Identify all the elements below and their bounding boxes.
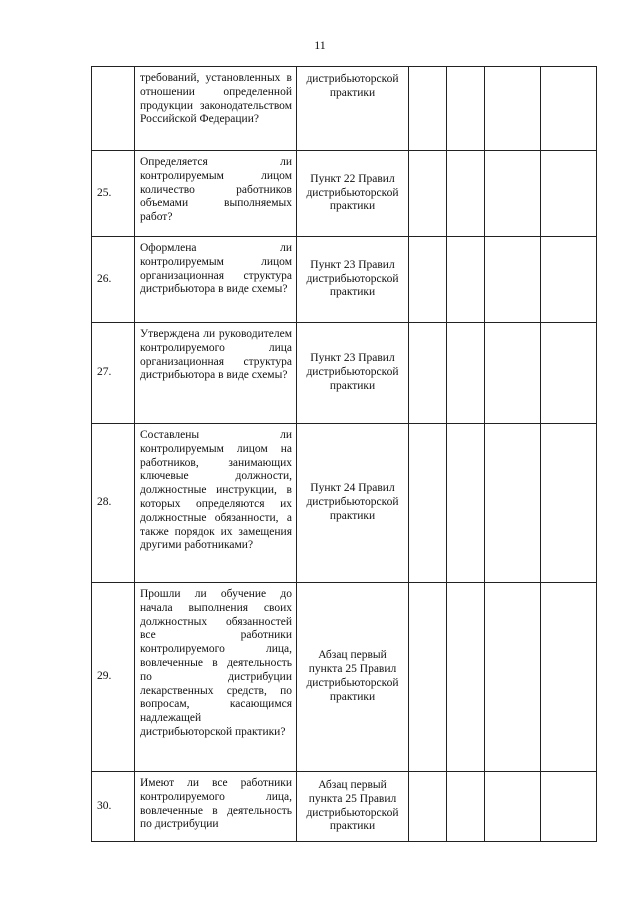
legal-basis: дистрибьюторской практики [297,67,409,151]
answer-cell [541,67,597,151]
table-row [92,151,597,237]
answer-cell [409,583,447,772]
question-text: Имеют ли все работники контролируемого лица, вовлеченные в деятельность по дистрибуции [135,772,297,842]
row-number: 28. [92,424,135,583]
table-row [92,772,597,842]
question-text: Составлены ли контролируемым лицом на работников, занимающих ключевые должности, должностные инструкции, в которых определяются их должностные обязанности, а также порядок их замещения другими работниками? [135,424,297,583]
question-text: Оформлена ли контролируемым лицом организационная структура дистрибьютора в виде схемы? [135,237,297,323]
answer-cell [541,151,597,237]
answer-cell [447,67,485,151]
row-number: 27. [92,323,135,424]
answer-cell [485,323,541,424]
question-text: требований, установленных в отношении определенной продукции законодательством Российской Федерации? [135,67,297,151]
page-number: 11 [314,38,326,52]
table-row [92,323,597,424]
answer-cell [485,151,541,237]
answer-cell [409,237,447,323]
table-row [92,424,597,583]
answer-cell [541,424,597,583]
question-text: Прошли ли обучение до начала выполнения своих должностных обязанностей все работники контролируемого лица, вовлеченные в деятельность по дистрибуции лекарственных средств, по вопросам, касающимся надлежащей дистрибьюторской практики? [135,583,297,772]
answer-cell [541,237,597,323]
answer-cell [409,151,447,237]
answer-cell [447,237,485,323]
answer-cell [447,424,485,583]
table-row [92,67,597,151]
answer-cell [485,772,541,842]
table-row [92,237,597,323]
checklist-table [91,66,597,842]
row-number: 25. [92,151,135,237]
answer-cell [447,151,485,237]
answer-cell [409,772,447,842]
row-number: 29. [92,583,135,772]
row-number: 26. [92,237,135,323]
answer-cell [541,772,597,842]
answer-cell [541,323,597,424]
row-number [92,67,135,151]
answer-cell [447,583,485,772]
answer-cell [447,323,485,424]
answer-cell [409,424,447,583]
legal-basis: Абзац первый пункта 25 Правил дистрибьюторской практики [297,583,409,772]
answer-cell [485,67,541,151]
table-row [92,583,597,772]
legal-basis: Пункт 23 Правил дистрибьюторской практики [297,323,409,424]
answer-cell [485,583,541,772]
legal-basis: Абзац первый пункта 25 Правил дистрибьюторской практики [297,772,409,842]
answer-cell [485,424,541,583]
question-text: Утверждена ли руководителем контролируемого лица организационная структура дистрибьютора в виде схемы? [135,323,297,424]
question-text: Определяется ли контролируемым лицом количество работников объемами выполняемых работ? [135,151,297,237]
answer-cell [541,583,597,772]
answer-cell [409,67,447,151]
legal-basis: Пункт 22 Правил дистрибьюторской практики [297,151,409,237]
legal-basis: Пункт 24 Правил дистрибьюторской практики [297,424,409,583]
answer-cell [447,772,485,842]
row-number: 30. [92,772,135,842]
answer-cell [409,323,447,424]
answer-cell [485,237,541,323]
legal-basis: Пункт 23 Правил дистрибьюторской практики [297,237,409,323]
